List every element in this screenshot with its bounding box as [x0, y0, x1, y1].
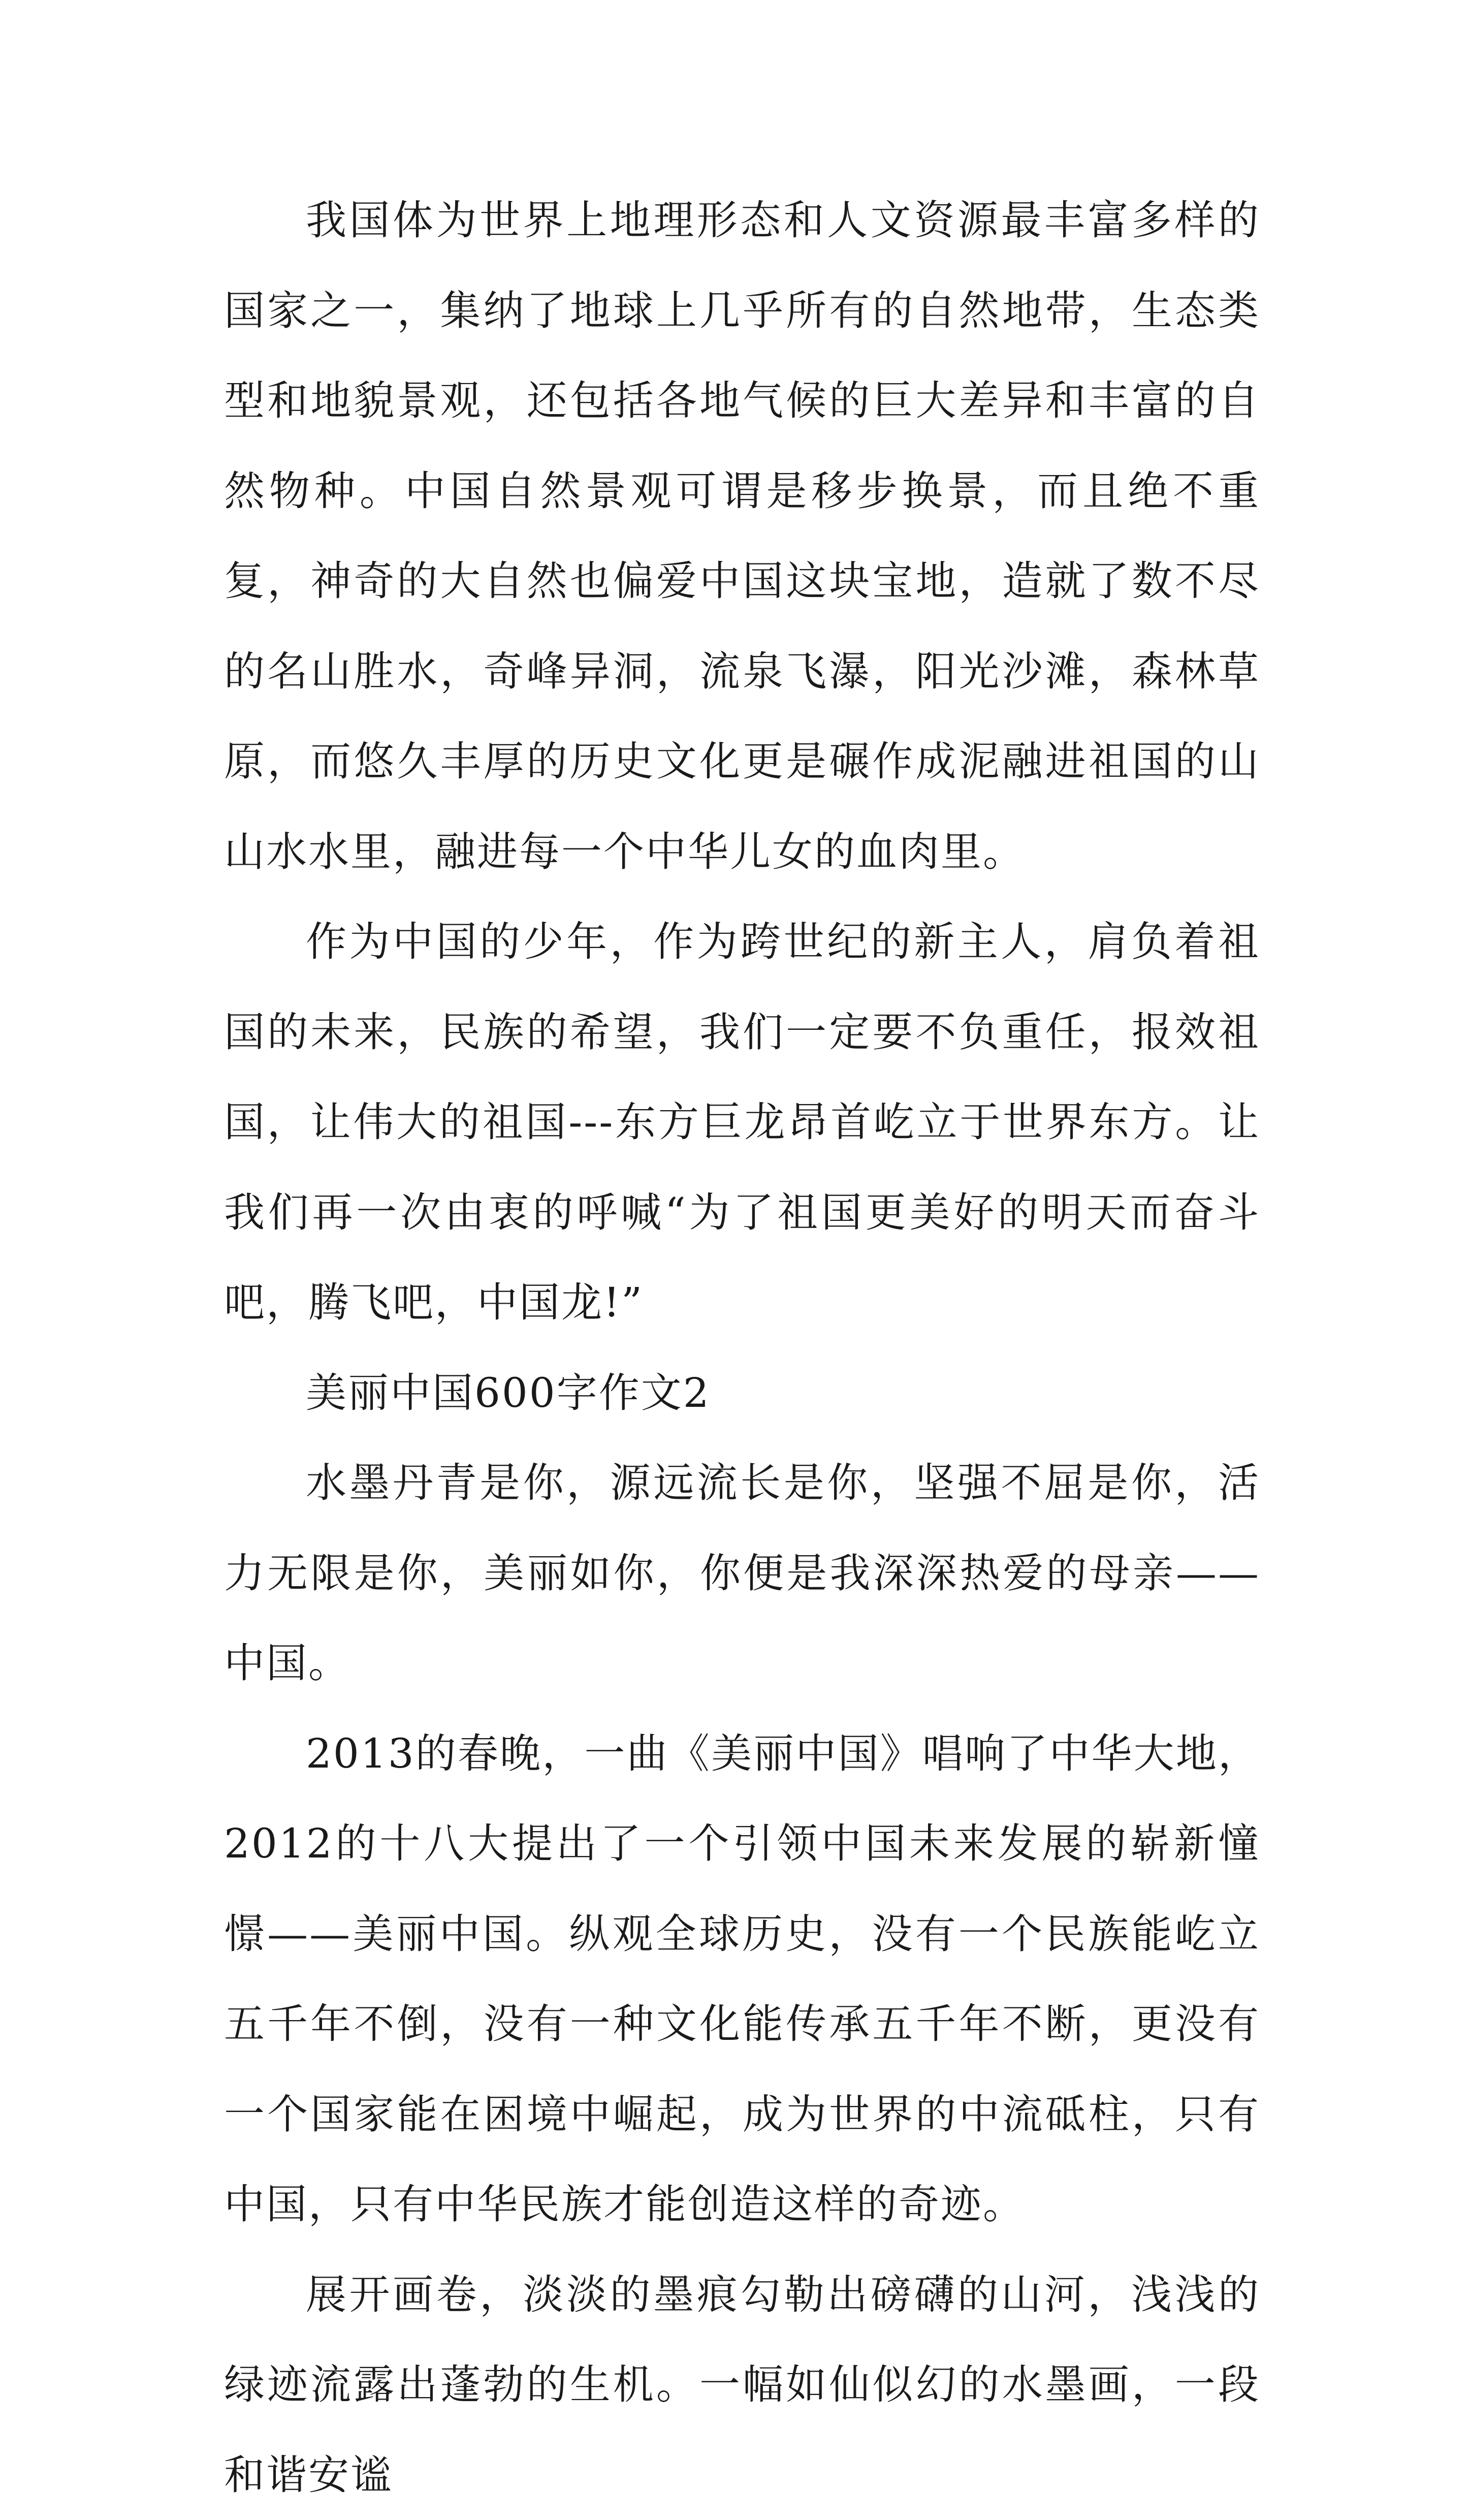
paragraph-spring-gala: 2013的春晚，一曲《美丽中国》唱响了中华大地，2012的十八大提出了一个引领中国未来发展的崭新憧憬——美丽中国。纵观全球历史，没有一个民族能屹立五千年不倒，没有一种文化能传承五千年不断，更没有一个国家能在困境中崛起，成为世界的中流砥柱，只有中国，只有中华民族才能创造这样的奇迹。 — [224, 1709, 1260, 2250]
document-body — [224, 175, 1260, 2520]
paragraph-scroll: 展开画卷，淡淡的墨痕勾勒出磅礴的山河，浅浅的绿迹流露出蓬勃的生机。一幅如仙似幻的水墨画，一段和谐安谧 — [224, 2250, 1260, 2520]
paragraph-youth: 作为中国的少年，作为跨世纪的新主人，肩负着祖国的未来，民族的希望，我们一定要不负重任，报效祖国，让伟大的祖国---东方巨龙昂首屹立于世界东方。让我们再一次由衷的呼喊“为了祖国更美好的明天而奋斗吧，腾飞吧，中国龙!” — [224, 897, 1260, 1348]
paragraph-landscape: 我国体为世界上地理形态和人文资源最丰富多样的国家之一，集纳了地球上几乎所有的自然地带，生态类型和地貌景观，还包括各地气候的巨大差异和丰富的自然物种。中国自然景观可谓是移步换景，而且绝不重复，神奇的大自然也偏爱中国这块宝地，造就了数不尽的名山胜水，奇峰异洞，流泉飞瀑，阳光沙滩，森林草原，而悠久丰厚的历史文化更是碾作成泥融进祖国的山山水水里，融进每一个中华儿女的血肉里。 — [224, 175, 1260, 897]
paragraph-ink-painting: 水墨丹青是你，源远流长是你，坚强不屈是你，活力无限是你，美丽如你，你便是我深深热爱的母亲——中国。 — [224, 1438, 1260, 1709]
essay-title: 美丽中国600字作文2 — [224, 1348, 1260, 1438]
